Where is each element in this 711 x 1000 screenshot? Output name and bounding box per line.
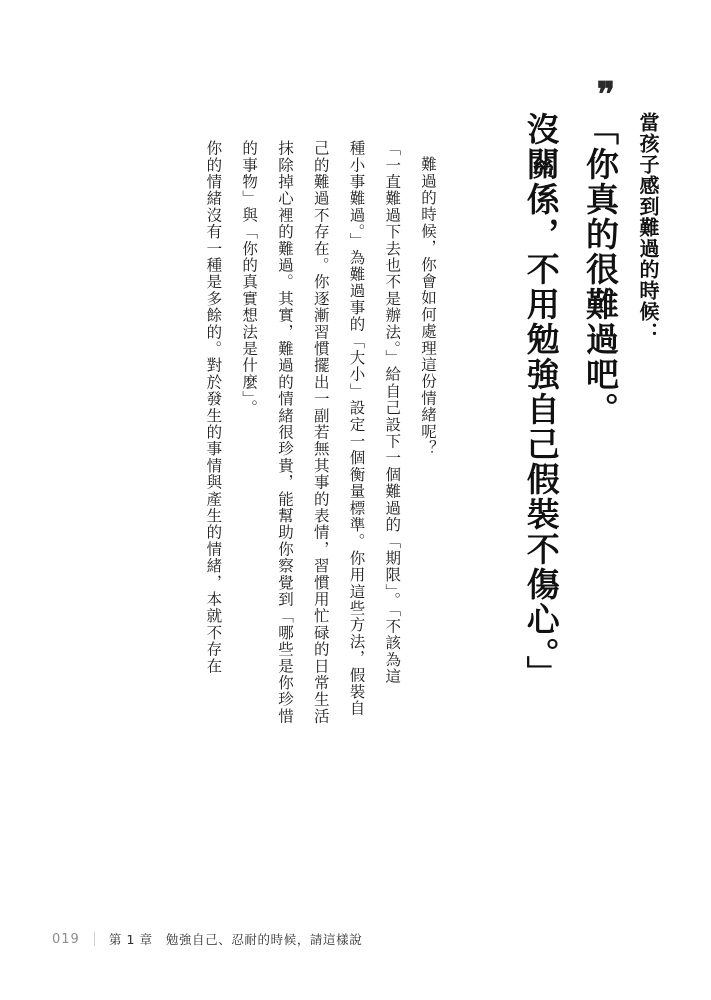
- heading-line-1: 當孩子感到難過的時候：: [636, 112, 660, 343]
- body-column-5: 抹除掉心裡的難過。其實，難過的情緒很珍貴，能幫助你察覺到「哪些是你珍惜: [275, 140, 294, 725]
- quote-mark-icon: ❞: [596, 75, 613, 115]
- body-column-7: 你的情緒沒有一種是多餘的。對於發生的事情與產生的情緒，本就不存在: [204, 140, 223, 675]
- heading-line-2: 「你真的很難過吧。: [581, 112, 620, 427]
- body-text: [193, 140, 443, 800]
- page-heading: [503, 112, 660, 812]
- body-column-1: 難過的時候，你會如何處理這份情緒呢？: [419, 156, 437, 457]
- body-column-4: 己的難過不存在。你逐漸習慣擺出一副若無其事的表情，習慣用忙碌的日常生活: [311, 140, 330, 725]
- body-column-2: 「一直難過下去也不是辦法。」給自己設下一個難過的「期限」。「不該為這: [383, 140, 402, 685]
- heading-line-3: 沒關係，不用勉強自己假裝不傷心。」: [521, 112, 561, 691]
- chapter-title: 第 1 章 勉強自己、忍耐的時候，請這樣說: [108, 932, 363, 947]
- page-number: 019: [52, 931, 80, 947]
- body-column-6: 的事物」與「你的真實想法是什麼」。: [240, 140, 259, 417]
- page-footer: [52, 930, 362, 948]
- body-column-3: 種小事難過。」為難過事的「大小」設定一個衡量標準。你用這些方法，假裝自: [347, 140, 366, 717]
- footer-divider: [94, 932, 95, 946]
